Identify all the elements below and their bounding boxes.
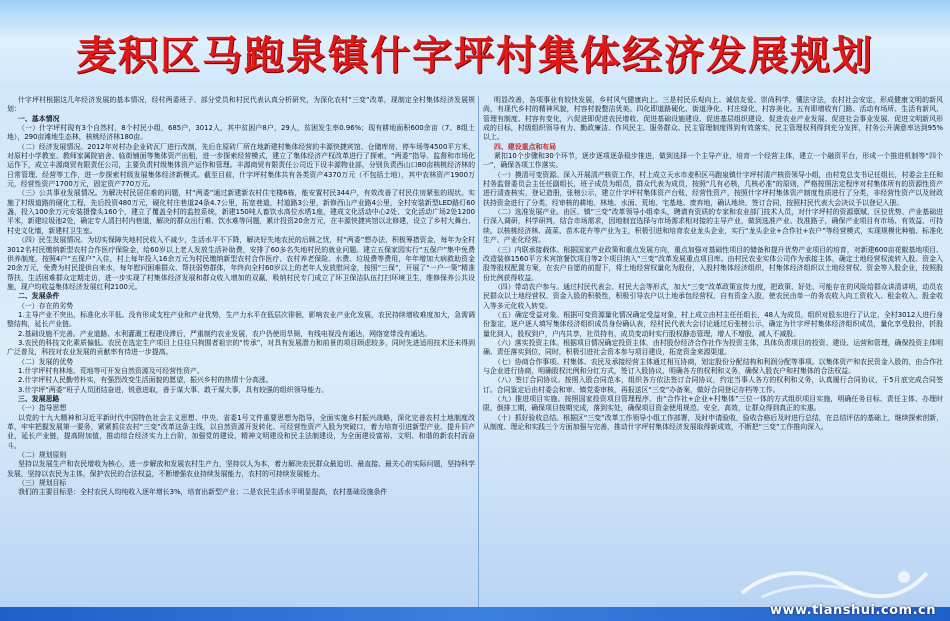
page-title: 麦积区马跑泉镇什字坪村集体经济发展规划	[76, 32, 874, 79]
paragraph: （九）推进项目实施。按照国家投资项目管理程序，由“合作社+企业+村集体”三位一体的方式组织项目实施，明确任务目标、责任主体、办理时限，倒排工期，确保项目按期完成，落到实处，确保项目资金使用规范、安全、高效，让群众得到真正的实惠。	[483, 395, 943, 413]
paragraph: （五）确定受益对象。根据可变资源量化情况确定受益对象，村上成立由村主任任组长，48人为成员，组织对股东进行了认定，全村3012人进行身份鉴定，逐户逐人填写集体经济组织成员身份确认表，经村民代表大会讨论通过后张榜公示，确定为什字坪村集体经济组织成员，量化享受股份，折股量化到人，股权到户，户内共享，社员持有，成员变动时实行股权静态管理，增人不增股，减人不减股。	[483, 310, 943, 338]
paragraph: 2.基础设施不完善。产业道路、水利灌溉工程建设滞后，严重制约农业发展，农户仍使用旱厕，有线电视没有通达，网络宽带没有通达。	[18, 329, 432, 338]
column-divider	[478, 96, 479, 616]
paragraph: 我们的主要目标是：全村农民人均纯收入逐年增长3%，培育出新型产业；二是农民生活水平明显提高，农村基础设施条件	[18, 488, 388, 497]
section-heading: 一、基本情况	[18, 114, 60, 123]
paragraph: （四）民生发展情况。为切实保障失地村民收入不减少，生活水平不下降，解决好失地农民的后顾之忧，村“两委”想办法，积极筹措资金，每年为全村3012名村民缴纳新型农村合作医疗保险金，给60岁以上老人发放生活补助费，安排了60多名失地村民的就业问题。建立五保家园实行“五保户”集中免费供养制度，按照4户“五保户”入住，村上每年投入16余万元为村民缴纳新型农村合作医疗、农村养老保险、水费、垃圾费等费用，年年增加大病救助资金20余万元，免费为村民提供自来水，每年慰问困难群众、帮扶弱势群体，年终向全村60岁以上的老年人发放慰问金，按照“三保”，开展了“一户一策”精准帮扶，生活困难群众定期走访，进一步实现了村集体经济发展和群众收入增加的双赢，吸纳村民专门成立了环卫保洁队伍打扫环境卫生，维修保养公共设施，现户均收益集体经济发展红利2100元。	[7, 236, 475, 291]
paragraph: （二）发展的优势	[18, 357, 74, 366]
logo-watermark	[732, 563, 932, 603]
site-watermark: www.tianshui.com.cn	[769, 603, 936, 618]
paragraph: （十）抓好验收总结。根据区“三变”改革工作领导小组工作部署，及时申请验收，验收合格后及时进行总结，在总结评估的基础上，继续探索创新，从制度、理论和实践三个方面加强与完善，推动什字坪村集体经济发展取得新成效，不断把“三变”工作推向深入。	[483, 413, 943, 432]
paragraph: 以党的十九大精神和习近平新时代中国特色社会主义思想、中央、省委1号文件重要思想为指导，全面实施乡村振兴战略，深化完善农村土地制度改革，牢牢把握发展第一要务，紧紧抓住农村“三变”改革这条主线，以自然资源开发转化、可经营性资产入股为突破口，着力培育引进新型产业、提升旧产业，延长产业链，提高附加值，推动综合经济实力上台阶，加强党的建设，精神文明建设和民主法制建设，为全面建设富裕、文明、和谐的新农村而奋斗。	[7, 413, 475, 450]
section-heading: 四、建设重点和布局	[494, 142, 557, 151]
paragraph: 1.主导产业不突出，标准化水平低。没有形成支柱产业和产业优势，生产力水平在低层次徘徊，影响农业产业化发展，农民持续增收难度加大，急需调整结构，延长产业链。	[7, 310, 475, 329]
paragraph: （六）落实投资主体。根据项目情况确定投资主体，由村股份经济合作社作为投资主体，具体负责项目的投资、建设、运营和管理，确保投资主体明确、责任落实到位，同时，积极引进社会资本参与项目建设，拓宽资金来源渠道。	[483, 338, 943, 357]
left-column	[7, 96, 475, 616]
paragraph: （二）选准发展产业。由区、镇“三变”改革领导小组牵头，聘请有资质的专家和农业部门技术人员，对什字坪村的资源禀赋、区位优势、产业基础进行深入调研，科学研判，结合市场需求，因地制宜选择与市场需求相对接的主导产业，做到选准产业、找准路子，确保产业项目有市场、有效益、可持续。以核桃经济林、蔬菜、苗木花卉等产业为主，积极引进和培育农业龙头企业，实行“龙头企业+合作社+农户”等经营模式，实现规模化种植、标准化生产、产业化经营。	[483, 208, 943, 245]
paragraph: （四）带动农户参与。通过村民代表会、村民大会等形式，加大“三变”改革政策宣传力度，把政策、好处、可能存在的风险给群众讲清讲明，动员农民群众以土地经营权、资金入股的积极性，积极引导农户以土地承包经营权、自有资金入股，使农民由单一的务农收入向工资收入、租金收入、股金收入等多元化收入转变。	[483, 282, 943, 310]
section-heading: 三、发展思路	[18, 395, 60, 403]
paragraph: 紧扣10个步骤和30个环节，逐步逐项逐条稳步推进，做到选择一个主导产业，培育一个经营主体，建立一个融资平台，形成一个推进机制等“四个一”，确保各项工作落实。	[483, 152, 943, 170]
paragraph: 3.什字坪“两委”班子人员团结奋进，锐意进取，善于谋大事、敢干谋大事，具有较强的组织领导能力。	[18, 385, 329, 394]
paragraph: （一）什字坪村现有3个自然村，8个村民小组，685户，3012人，其中贫困户8户，29人，贫困发生率0.96%；现有耕地面积600余亩（7、8组土地），290亩滩地生态林，核桃经济林180亩。	[7, 124, 475, 142]
paragraph: （三）内联承接载体。根据国家产业政策和重点发展方向，重点加强对基础性项目的储备和提升优势产业项目的培育，对新建600亩花椒基地项目、改造装修1560平方米宾馆餐饮项目等2个项目纳入“三变”改革发展重点项目库。由村民农业实体公司作为承接主体，确定土地经营权流转入股、资金入股等股权配置方案，在农户自愿的前提下，将土地经营权量化为股份，入股村集体经济组织，村集体经济组织以土地经营权、资金等入股企业，按照股份比例获得收益。	[483, 245, 943, 282]
paragraph: （二）规划原则	[18, 451, 67, 460]
paragraph: （三）公共事业发展情况。为解决村民居住难的问题，村“两委”通过新建新农村住宅楼6栋，能安置村民344户，有效改善了村民住房紧张的现状。实施了村级道路的硬化工程，先后投资480万元，硬化村庄巷道24条4.7公里，拓宽巷道，村道路3公里，新修西山产业路4公里，全村安装新型LED路灯60盏，投入100余万元安装摄像头160个，建立了覆盖全村的监控系统，新建150吨人畜饮水高位水塔1座，建成文化活动中心2处、文化活动广场2处1200平米，新建垃圾池2处，确定专人清扫村内巷道，解决的群众出行难、饮水难等问题，累计投资20余万元，在丰源快捷宾馆以北修建，设立了乡村大舞台、村史文化墙，新建村卫生室。	[7, 189, 475, 235]
section-heading: 二、发展条件	[18, 292, 60, 301]
paragraph: 坚持以发展生产和农民增收为核心，进一步解放和发展农村生产力，坚持以人为本，着力解决农民群众最迫切、最直接、最关心的实际问题，坚持科学发展，坚持以农民为主体，保护农民的合法权益，不断增强农业持续发展能力，农村的可持续发展能力。	[7, 460, 475, 478]
paragraph: （一）指导思想	[18, 404, 67, 413]
paragraph: （八）签订合同协议。按照入股合同范本，组织各方依法签订合同协议，约定当事人各方的权利和义务，认真履行合同协议，于5月底完成合同签订。合同鉴定后由村委会和审、镇党委审核，再报送区“三变”办备案，做好合同登记存档等工作。	[483, 376, 943, 394]
paragraph: （一）摸清可变资源。深入开展清产核资工作，村上成立天水市麦积区马跑泉镇什字坪村清产核资领导小组，由村党总支书记任组长，村委会主任和村务监督委员会主任任副组长，班子成员为组员，群众代表为成员，按照“几有必核，几核必准”的原则，严格按照法定程序对村集体所有的资源性资产进行清查核实，登记造册，张榜公示，建立什字坪村集体资产台账，经营性资产，按照什字坪村集体资产制度性质进行了分类，非经营性资产以及财政扶持资金进行了分类，经审核的耕地、林地、水面、荒地、宅基地、废弃地，确认地块、签订合同，按照村民代表大会决议予以登记入册。	[483, 170, 943, 207]
paragraph: （二）经济发展情况。2012年对村办企业砖瓦厂进行改制，先后在原砖厂所在地新建村集体经营的丰源快捷宾馆、仓储库房、停车场等4500平方米，对原村小学教室、教师家属院宿舍、临街铺面等集体资产出租，进一步探索经营模式，建立了集体经济产权改革进行了探索，“两委”指导、监督和市场化运作下，成立丰源商贸有限责任公司，主要负责村级集体资产运作和管理。丰源商贸有限责任公司近下设丰源物业部，分别负责西山口80亩核桃经济林的日常管理、经营等工作，进一步探索村级发展集体经济新模式。截至目前，什字坪村集体共有各类资产4370万元（不包括土地），其中农林资产1900万元，经营性资产1700万元，固定资产770万元。	[7, 142, 475, 189]
paragraph: 3.农民的科技文化素质偏低。农民在选定生产项目上往往只拘囿者祖宗的“传承”，对具有发展潜力和前景的项目顾虑较多，同时先进适用技术还未得到广泛普及，科技对农业发展的贡献率有待进一步提高。	[7, 338, 475, 357]
paragraph: 1.什字坪村有林地、荒地等可开发自然资源及可经营性资产。	[18, 366, 204, 375]
paragraph: （一）存在的劣势	[18, 301, 74, 310]
right-column	[483, 96, 943, 616]
paragraph: （三）规划目标	[18, 479, 67, 488]
paragraph: 2.什字坪村人民勤劳朴实，有强烈改变生活面貌的愿望，振兴乡村的热情十分高涨。	[18, 376, 273, 385]
paragraph: （七）协商合作事项。村集体、农民及承接经营主体通过相互协商，划定股份分配结构和利润分配等事项。以集体资产和农民资金入股的，由合作社与企业进行协商，明确股权比例和分红方式，签订入股协议，明确各方的权利和义务，确保入股农户和村集体的合法权益。	[483, 357, 943, 375]
paragraph: 明显改善，各项事业有较快发展，乡村风气健康向上。三是村民乐观向上、诚信友爱、崇尚科学，懂法守法，农村社会安定，形成健康文明的新风尚，有现代乡村的精神风貌，村容村貌整洁优美。四化即道路硬化、街道净化、村庄绿化、村容美化。五有即增收有门路、活动有场所、生活有新风、管理有制度、村容有变化，六促进即促进农民增收、促进基础设施建设、促进基层组织建设、促进农业产业发展、促进社会事业发展、促进文明新风形成的目标，村级组织领导有力、勤政廉洁、作风民主、服务群众。民主管理制度得到有效落实，民主管理权利得到充分发挥，村务公开满意率达到95%以上。	[483, 96, 943, 142]
paragraph: 什字坪村根据这几年经济发展的基本情况，经村两委班子、部分党员和村民代表认真分析研究，为深化农村“三变”改革，现制定全村集体经济发展规划：	[7, 96, 475, 114]
